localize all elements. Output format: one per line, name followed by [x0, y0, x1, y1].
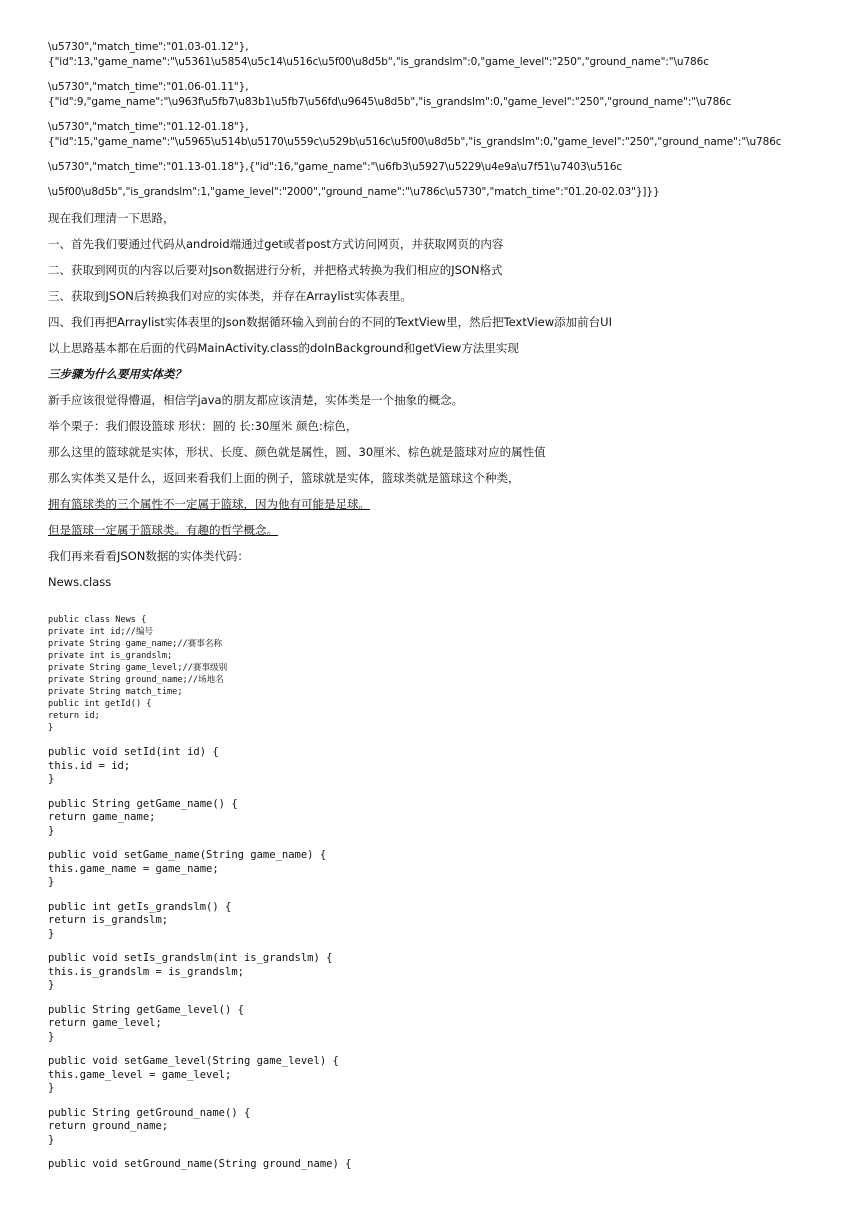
json-line: \u5f00\u8d5b","is_grandslm":1,"game_level":"2000","ground_name":"\u786c\u5730","match_time":"01.20-02.03"}]}}	[48, 186, 660, 198]
paragraph: 那么实体类又是什么，返回来看我们上面的例子，篮球就是实体，篮球类就是篮球这个种类，	[48, 471, 520, 485]
code-block-method: public String getGame_level() { return game_level; }	[48, 1003, 244, 1043]
paragraph: 举个栗子：我们假设篮球 形状：圆的 长:30厘米 颜色:棕色，	[48, 419, 358, 433]
code-block-method: public void setIs_grandslm(int is_grandslm) { this.is_grandslm = is_grandslm; }	[48, 952, 333, 991]
document-page	[48, 40, 848, 1183]
code-block-class-header: public class News { private int id;//编号 private String game_name;//赛事名称 private int is_grandslm; private String game_level;//赛事级别 private String ground_name;//场地名 private String match_time; public int getId() { return id; }	[48, 615, 228, 733]
json-line: {"id":15,"game_name":"\u5965\u514b\u5170\u559c\u529b\u516c\u5f00\u8d5b","is_grandslm":0,"game_level":"250","ground_name":"\u786c	[48, 136, 782, 148]
json-line: \u5730","match_time":"01.03-01.12"},	[48, 41, 249, 53]
code-block-method: public void setGame_level(String game_level) { this.game_level = game_level; }	[48, 1055, 339, 1094]
paragraph: 三、获取到JSON后转换我们对应的实体类，并存在Arraylist实体表里。	[48, 289, 412, 303]
json-line: {"id":9,"game_name":"\u963f\u5fb7\u83b1\u5fb7\u56fd\u9645\u8d5b","is_grandslm":0,"game_level":"250","ground_name":"\u786c	[48, 96, 732, 108]
paragraph: 以上思路基本都在后面的代码MainActivity.class的doInBackground和getView方法里实现	[48, 341, 519, 355]
code-block-method: public String getGround_name() { return ground_name; }	[48, 1106, 251, 1146]
paragraph: 二、获取到网页的内容以后要对Json数据进行分析，并把格式转换为我们相应的JSON格式	[48, 263, 503, 277]
paragraph: 现在我们理清一下思路，	[48, 211, 175, 225]
class-filename: News.class	[48, 575, 112, 589]
json-excerpt	[48, 40, 848, 200]
paragraph: 一、首先我们要通过代码从android端通过get或者post方式访问网页，并获取网页的内容	[48, 237, 504, 251]
code-block-method: public int getIs_grandslm() { return is_grandslm; }	[48, 900, 232, 940]
code-block-method: public void setId(int id) { this.id = id; }	[48, 746, 219, 785]
json-line: \u5730","match_time":"01.06-01.11"},	[48, 81, 249, 93]
underlined-paragraph: 但是篮球一定属于篮球类。有趣的哲学概念。	[48, 523, 278, 537]
json-line: \u5730","match_time":"01.13-01.18"},{"id":16,"game_name":"\u6fb3\u5927\u5229\u4e9a\u7f51\u7403\u516c	[48, 161, 623, 173]
paragraph: 新手应该很觉得懵逼，相信学java的朋友都应该清楚，实体类是一个抽象的概念。	[48, 393, 464, 407]
code-block-method: public void setGame_name(String game_name) { this.game_name = game_name; }	[48, 849, 327, 888]
underlined-paragraph: 拥有篮球类的三个属性不一定属于篮球，因为他有可能是足球。	[48, 497, 370, 511]
paragraph: 我们再来看看JSON数据的实体类代码：	[48, 549, 249, 563]
json-line: \u5730","match_time":"01.12-01.18"},	[48, 121, 249, 133]
paragraph: 那么这里的篮球就是实体，形状、长度、颜色就是属性，圆、30厘米、棕色就是篮球对应的属性值	[48, 445, 546, 459]
json-line: {"id":13,"game_name":"\u5361\u5854\u5c14\u516c\u5f00\u8d5b","is_grandslm":0,"game_level":"250","ground_name":"\u786c	[48, 56, 709, 68]
code-block-method: public void setGround_name(String ground_name) {	[48, 1158, 352, 1170]
paragraph: 四、我们再把Arraylist实体表里的Json数据循环输入到前台的不同的TextView里，然后把TextView添加前台UI	[48, 315, 612, 329]
code-block-method: public String getGame_name() { return game_name; }	[48, 797, 238, 837]
section-heading: 三步骤为什么要用实体类？	[48, 367, 186, 381]
